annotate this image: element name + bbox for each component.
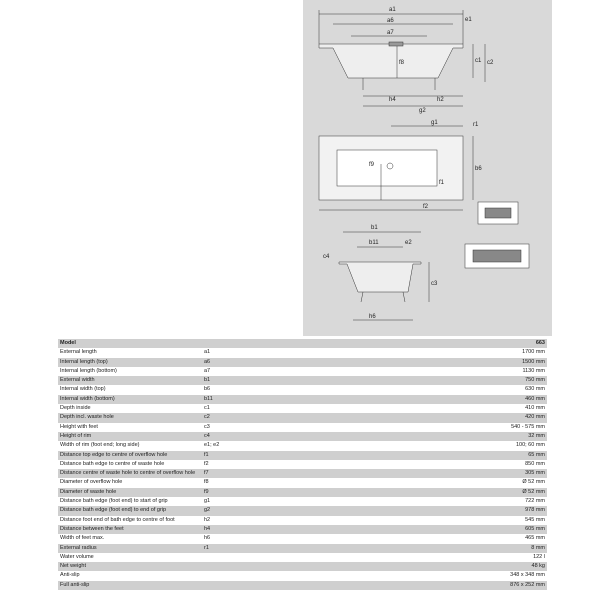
row-symbol: b1	[204, 377, 211, 384]
row-label: Depth inside	[60, 405, 91, 412]
row-label: Width of feet max.	[60, 535, 105, 542]
row-label: External length	[60, 349, 97, 356]
row-label: Distance between the feet	[60, 525, 124, 532]
row-value: 8 mm	[531, 544, 545, 551]
row-value: 348 x 348 mm	[510, 572, 545, 579]
label-h4: h4	[389, 97, 396, 103]
table-row	[58, 544, 547, 553]
row-symbol: c4	[204, 432, 210, 439]
foot-end-right	[403, 292, 405, 302]
table-header-row	[58, 339, 547, 348]
row-symbol	[202, 581, 406, 590]
table-row	[58, 395, 547, 404]
label-a1: a1	[389, 7, 396, 13]
row-value: 122 l	[533, 553, 545, 560]
row-symbol: g2	[204, 507, 211, 514]
label-a6: a6	[387, 18, 394, 24]
label-c3: c3	[431, 281, 438, 287]
row-value: 630 mm	[525, 386, 545, 393]
row-symbol: h4	[204, 525, 211, 532]
spec-table	[58, 339, 547, 590]
row-symbol	[202, 562, 406, 571]
row-label: External width	[60, 377, 95, 384]
foot-end-left	[361, 292, 363, 302]
row-label: Distance bath edge (foot end) to end of grip	[60, 507, 167, 514]
table-row	[58, 497, 547, 506]
table-row	[58, 571, 547, 580]
label-b11: b11	[369, 240, 379, 246]
row-label: Distance foot end of bath edge to centre of foot	[60, 516, 175, 523]
label-h2: h2	[437, 97, 444, 103]
table-row	[58, 358, 547, 367]
label-e1: e1	[465, 17, 472, 23]
table-row	[58, 525, 547, 534]
table-row	[58, 488, 547, 497]
row-label: Water volume	[60, 553, 94, 560]
row-symbol	[202, 571, 406, 580]
label-c1: c1	[475, 58, 482, 64]
table-row	[58, 562, 547, 571]
row-symbol: h6	[204, 535, 211, 542]
row-label: Internal width (bottom)	[60, 395, 115, 402]
full-anti-slip-pattern	[473, 250, 521, 262]
row-symbol: f1	[204, 451, 209, 458]
row-value: 1700 mm	[522, 349, 545, 356]
row-label: Depth incl. waste hole	[60, 414, 114, 421]
row-label: Width of rim (foot end; long side)	[60, 442, 140, 449]
row-label: Anti-slip	[60, 572, 80, 579]
table-row	[58, 404, 547, 413]
row-label: Distance bath edge (foot end) to start of grip	[60, 498, 168, 505]
row-label: Internal width (top)	[60, 386, 106, 393]
model-label: Model	[60, 340, 76, 346]
model-value: 663	[535, 340, 545, 346]
table-row	[58, 385, 547, 394]
row-value: 410 mm	[525, 405, 545, 412]
row-symbol: f9	[204, 488, 209, 495]
table-row	[58, 460, 547, 469]
table-row	[58, 478, 547, 487]
row-symbol: a7	[204, 367, 211, 374]
row-symbol: c1	[204, 405, 210, 412]
row-symbol: f2	[204, 460, 209, 467]
bath-inner-basin	[337, 150, 437, 186]
row-value: 1500 mm	[522, 358, 545, 365]
row-symbol: r1	[204, 544, 209, 551]
label-g2: g2	[419, 108, 426, 114]
label-a7: a7	[387, 30, 394, 36]
table-row	[58, 432, 547, 441]
label-e2: e2	[405, 240, 412, 246]
table-row	[58, 516, 547, 525]
table-row	[58, 469, 547, 478]
table-row	[58, 376, 547, 385]
row-value: 420 mm	[525, 414, 545, 421]
row-label: Height with feet	[60, 423, 98, 430]
row-symbol	[202, 553, 406, 562]
row-value: 540 - 575 mm	[511, 423, 545, 430]
drawing-svg	[303, 0, 552, 336]
row-symbol: f7	[204, 470, 209, 477]
row-value: 722 mm	[525, 498, 545, 505]
label-f2: f2	[423, 204, 429, 210]
row-value: 605 mm	[525, 525, 545, 532]
row-symbol: c2	[204, 414, 210, 421]
label-b6: b6	[475, 166, 482, 172]
row-label: Distance centre of waste hole to centre of overflow hole	[60, 470, 196, 477]
table-row	[58, 348, 547, 357]
row-value: 48 kg	[531, 563, 545, 570]
label-f8: f8	[399, 60, 405, 66]
table-row	[58, 581, 547, 590]
row-label: Net weight	[60, 563, 86, 570]
row-label: Internal length (top)	[60, 358, 108, 365]
row-label: Internal length (bottom)	[60, 367, 117, 374]
grip-part	[389, 42, 403, 46]
row-symbol: g1	[204, 498, 211, 505]
row-value: 305 mm	[525, 470, 545, 477]
row-value: 850 mm	[525, 460, 545, 467]
row-value: 978 mm	[525, 507, 545, 514]
table-row	[58, 413, 547, 422]
label-c4: c4	[323, 254, 330, 260]
row-value: Ø 52 mm	[522, 479, 545, 486]
row-symbol: a1	[204, 349, 211, 356]
table-row	[58, 553, 547, 562]
label-g1: g1	[431, 120, 438, 126]
row-value: 32 mm	[528, 432, 545, 439]
row-symbol: b6	[204, 386, 211, 393]
row-symbol: b11	[204, 395, 213, 402]
table-row	[58, 451, 547, 460]
row-value: 1130 mm	[522, 367, 545, 374]
row-value: 460 mm	[525, 395, 545, 402]
label-b1: b1	[371, 225, 378, 231]
row-label: Height of rim	[60, 432, 92, 439]
row-value: 876 x 252 mm	[510, 581, 545, 588]
table-row	[58, 423, 547, 432]
row-value: 545 mm	[525, 516, 545, 523]
table-row	[58, 367, 547, 376]
bath-end-profile	[339, 262, 421, 292]
bath-side-profile	[319, 44, 463, 78]
row-value: 65 mm	[528, 451, 545, 458]
label-r1: r1	[473, 122, 479, 128]
table-row	[58, 441, 547, 450]
technical-drawing	[303, 0, 552, 336]
row-symbol: a6	[204, 358, 211, 365]
row-symbol: e1; e2	[204, 442, 220, 449]
anti-slip-pattern	[485, 208, 511, 218]
table-row	[58, 534, 547, 543]
row-label: Distance bath edge to centre of waste hole	[60, 460, 165, 467]
row-symbol: h2	[204, 516, 211, 523]
table-row	[58, 506, 547, 515]
row-value: 465 mm	[525, 535, 545, 542]
row-label: Diameter of waste hole	[60, 488, 117, 495]
row-symbol: c3	[204, 423, 210, 430]
label-h6: h6	[369, 314, 376, 320]
row-value: 100; 60 mm	[515, 442, 545, 449]
row-label: Full anti-slip	[60, 581, 90, 588]
row-label: External radius	[60, 544, 97, 551]
label-f9: f9	[369, 162, 375, 168]
row-label: Distance top edge to centre of overflow hole	[60, 451, 168, 458]
row-symbol: f8	[204, 479, 209, 486]
label-f1: f1	[439, 180, 445, 186]
row-label: Diameter of overflow hole	[60, 479, 123, 486]
label-c2: c2	[487, 60, 494, 66]
row-value: 750 mm	[525, 377, 545, 384]
row-value: Ø 52 mm	[522, 488, 545, 495]
